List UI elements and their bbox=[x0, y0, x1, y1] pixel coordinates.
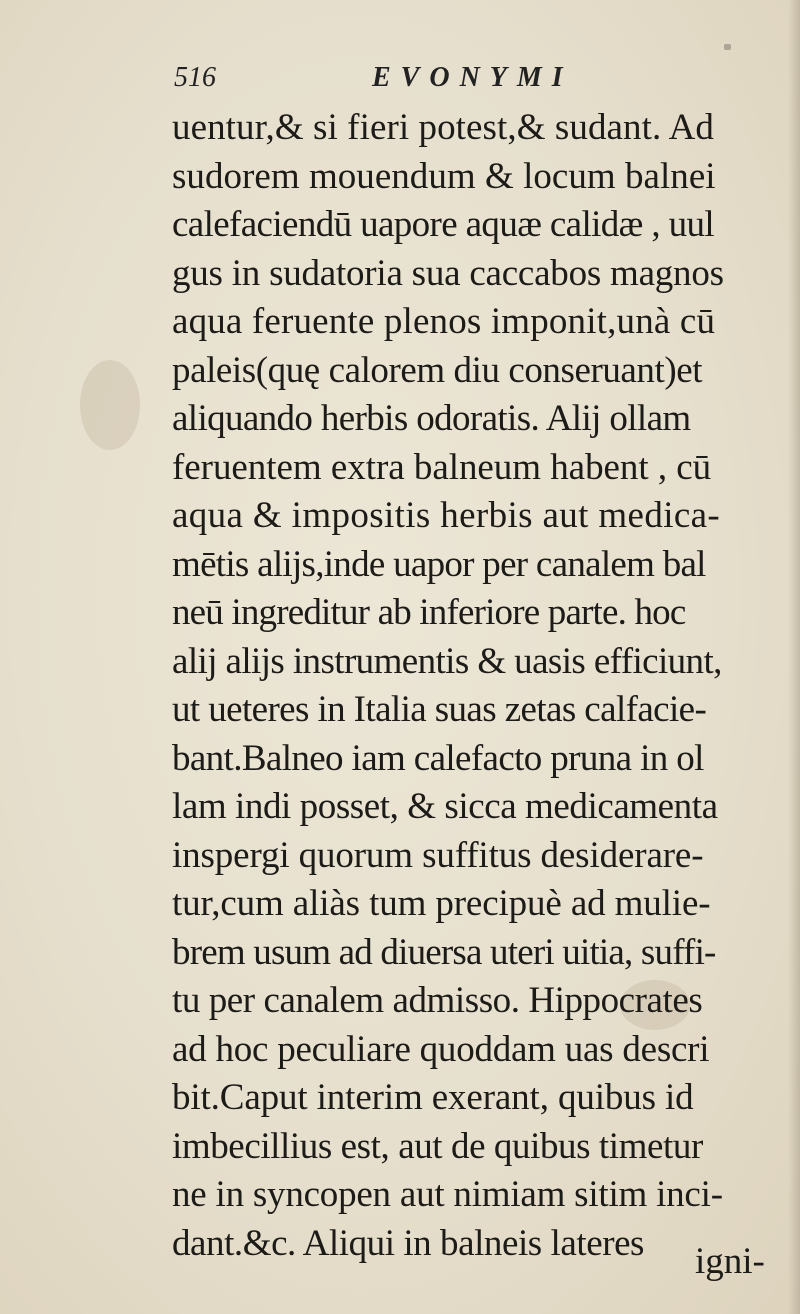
text-line: uentur,& si fieri potest,& sudant. Ad bbox=[172, 107, 714, 148]
text-line: gus in sudatoria sua caccabos magnos bbox=[172, 252, 724, 294]
text-line: tur,cum aliàs tum precipuè ad mulie- bbox=[172, 883, 711, 924]
running-title: EVONYMI bbox=[372, 62, 573, 93]
text-line: bit.Caput interim exerant, quibus id bbox=[172, 1077, 694, 1118]
text-line: ut ueteres in Italia suas zetas calfacie- bbox=[172, 689, 707, 730]
paper-stain bbox=[80, 360, 140, 450]
text-line: tu per canalem admisso. Hippocrates bbox=[172, 980, 703, 1021]
text-line: calefaciendū uapore aquæ calidæ , uul bbox=[172, 204, 715, 245]
body-text bbox=[172, 104, 792, 1268]
catchword: igni- bbox=[695, 1241, 765, 1282]
text-line: lam indi posset, & sicca medicamenta bbox=[172, 786, 718, 827]
text-line: sudorem mouendum & locum balnei bbox=[172, 155, 716, 197]
text-line: mētis alijs,inde uapor per canalem bal bbox=[172, 543, 706, 585]
text-line: aqua & impositis herbis aut medica- bbox=[172, 495, 721, 536]
folio-number: 516 bbox=[174, 62, 216, 93]
text-line: neū ingreditur ab inferiore parte. hoc bbox=[172, 592, 686, 633]
text-line: alij alijs instrumentis & uasis efficiunt, bbox=[172, 640, 722, 682]
text-line: aqua feruente plenos imponit,unà cū bbox=[172, 301, 716, 342]
text-line: inspergi quorum suffitus desiderare- bbox=[172, 834, 704, 876]
text-line: imbecillius est, aut de quibus timetur bbox=[172, 1125, 703, 1167]
text-line: dant.&c. Aliqui in balneis lateres bbox=[172, 1222, 645, 1264]
text-line: ne in syncopen aut nimiam sitim inci- bbox=[172, 1174, 723, 1215]
text-line: paleis(quę calorem diu conseruant)et bbox=[172, 349, 703, 391]
text-line: aliquando herbis odoratis. Alij ollam bbox=[172, 398, 691, 439]
page-header bbox=[174, 62, 634, 96]
text-line: feruentem extra balneum habent , cū bbox=[172, 446, 712, 488]
text-line: ad hoc peculiare quoddam uas descri bbox=[172, 1028, 710, 1070]
text-line: bant.Balneo iam calefacto pruna in ol bbox=[172, 737, 704, 779]
ink-mark bbox=[724, 44, 731, 50]
text-line: brem usum ad diuersa uteri uitia, suffi- bbox=[172, 931, 716, 973]
